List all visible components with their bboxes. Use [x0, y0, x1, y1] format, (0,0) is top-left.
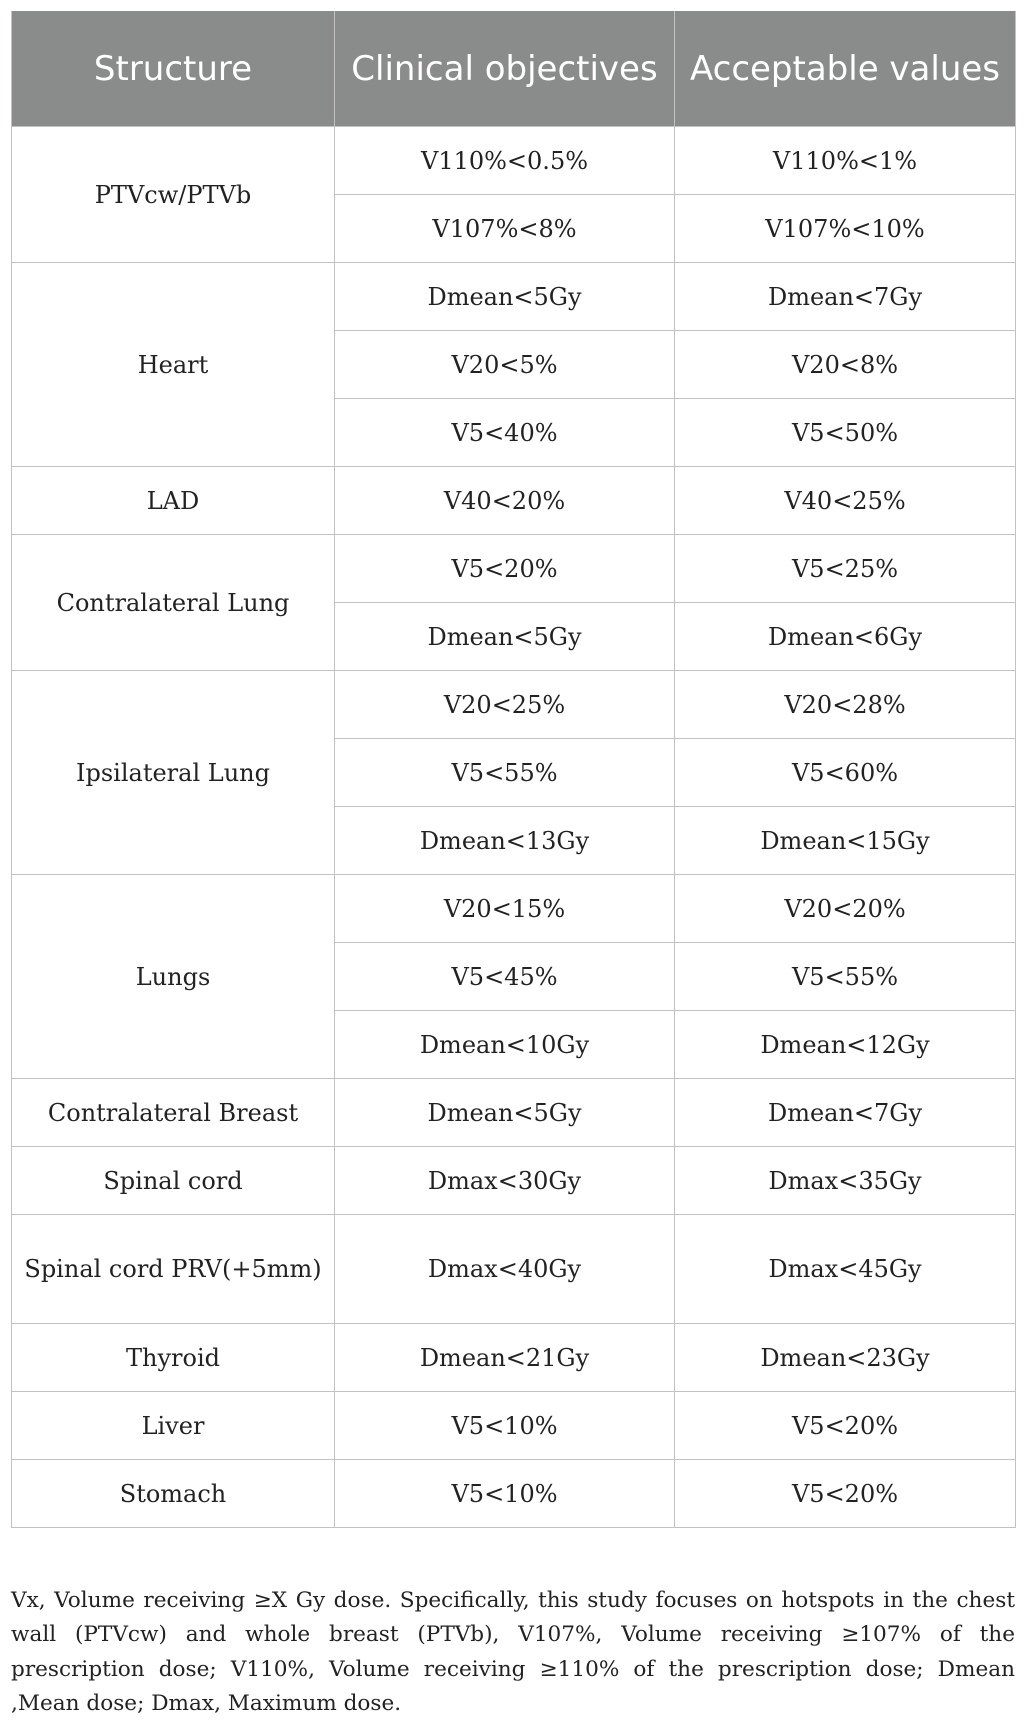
structure-cell: Ipsilateral Lung	[12, 671, 335, 875]
structure-cell: PTVcw/PTVb	[12, 127, 335, 263]
clinical-objective-cell: V20<5%	[335, 331, 675, 399]
table-row	[12, 1392, 1016, 1460]
clinical-objective-cell: Dmean<5Gy	[335, 1079, 675, 1147]
acceptable-value-cell: Dmean<15Gy	[675, 807, 1016, 875]
acceptable-value-cell: V5<50%	[675, 399, 1016, 467]
clinical-objective-cell: Dmean<10Gy	[335, 1011, 675, 1079]
acceptable-value-cell: V20<28%	[675, 671, 1016, 739]
clinical-objective-cell: Dmax<40Gy	[335, 1215, 675, 1324]
structure-cell: Heart	[12, 263, 335, 467]
clinical-objective-cell: V5<10%	[335, 1392, 675, 1460]
dose-constraints-table-container	[11, 11, 1015, 1528]
table-row	[12, 875, 1016, 943]
acceptable-value-cell: Dmean<7Gy	[675, 263, 1016, 331]
clinical-objective-cell: V5<55%	[335, 739, 675, 807]
acceptable-value-cell: Dmean<12Gy	[675, 1011, 1016, 1079]
acceptable-value-cell: V5<20%	[675, 1392, 1016, 1460]
table-row	[12, 263, 1016, 331]
clinical-objective-cell: Dmean<5Gy	[335, 603, 675, 671]
table-row	[12, 1079, 1016, 1147]
acceptable-value-cell: V40<25%	[675, 467, 1016, 535]
table-header	[12, 11, 1016, 127]
clinical-objective-cell: V20<15%	[335, 875, 675, 943]
table-row	[12, 1215, 1016, 1324]
clinical-objective-cell: V110%<0.5%	[335, 127, 675, 195]
table-footnote: Vx, Volume receiving ≥X Gy dose. Specifically, this study focuses on hotspots in the chest wall (PTVcw) and whole breast (PTVb), V107%, Volume receiving ≥107% of the prescription dose; V110%, Volume receiving ≥110% of the prescription dose; Dmean ,Mean dose; Dmax, Maximum dose.	[11, 1587, 1015, 1717]
header-acceptable-values: Acceptable values	[675, 11, 1016, 127]
acceptable-value-cell: V5<55%	[675, 943, 1016, 1011]
clinical-objective-cell: V5<10%	[335, 1460, 675, 1528]
clinical-objective-cell: V5<40%	[335, 399, 675, 467]
header-row	[12, 11, 1016, 127]
structure-cell: Thyroid	[12, 1324, 335, 1392]
acceptable-value-cell: Dmean<7Gy	[675, 1079, 1016, 1147]
acceptable-value-cell: V110%<1%	[675, 127, 1016, 195]
structure-cell: Spinal cord	[12, 1147, 335, 1215]
table-row	[12, 1147, 1016, 1215]
table-row	[12, 127, 1016, 195]
clinical-objective-cell: Dmean<5Gy	[335, 263, 675, 331]
clinical-objective-cell: V20<25%	[335, 671, 675, 739]
acceptable-value-cell: V20<8%	[675, 331, 1016, 399]
structure-cell: Contralateral Lung	[12, 535, 335, 671]
table-row	[12, 535, 1016, 603]
table-row	[12, 1324, 1016, 1392]
table-body	[12, 127, 1016, 1528]
table-row	[12, 671, 1016, 739]
table-row	[12, 467, 1016, 535]
header-clinical-objectives: Clinical objectives	[335, 11, 675, 127]
clinical-objective-cell: V40<20%	[335, 467, 675, 535]
structure-cell: LAD	[12, 467, 335, 535]
clinical-objective-cell: V5<45%	[335, 943, 675, 1011]
acceptable-value-cell: Dmax<45Gy	[675, 1215, 1016, 1324]
acceptable-value-cell: Dmean<23Gy	[675, 1324, 1016, 1392]
clinical-objective-cell: V107%<8%	[335, 195, 675, 263]
structure-cell: Lungs	[12, 875, 335, 1079]
structure-cell: Spinal cord PRV(+5mm)	[12, 1215, 335, 1324]
clinical-objective-cell: V5<20%	[335, 535, 675, 603]
acceptable-value-cell: V5<20%	[675, 1460, 1016, 1528]
acceptable-value-cell: V5<60%	[675, 739, 1016, 807]
structure-cell: Contralateral Breast	[12, 1079, 335, 1147]
structure-cell: Liver	[12, 1392, 335, 1460]
clinical-objective-cell: Dmax<30Gy	[335, 1147, 675, 1215]
clinical-objective-cell: Dmean<21Gy	[335, 1324, 675, 1392]
clinical-objective-cell: Dmean<13Gy	[335, 807, 675, 875]
table-row	[12, 1460, 1016, 1528]
acceptable-value-cell: Dmean<6Gy	[675, 603, 1016, 671]
dose-constraints-table	[11, 11, 1016, 1528]
acceptable-value-cell: V20<20%	[675, 875, 1016, 943]
acceptable-value-cell: V107%<10%	[675, 195, 1016, 263]
acceptable-value-cell: Dmax<35Gy	[675, 1147, 1016, 1215]
acceptable-value-cell: V5<25%	[675, 535, 1016, 603]
header-structure: Structure	[12, 11, 335, 127]
structure-cell: Stomach	[12, 1460, 335, 1528]
